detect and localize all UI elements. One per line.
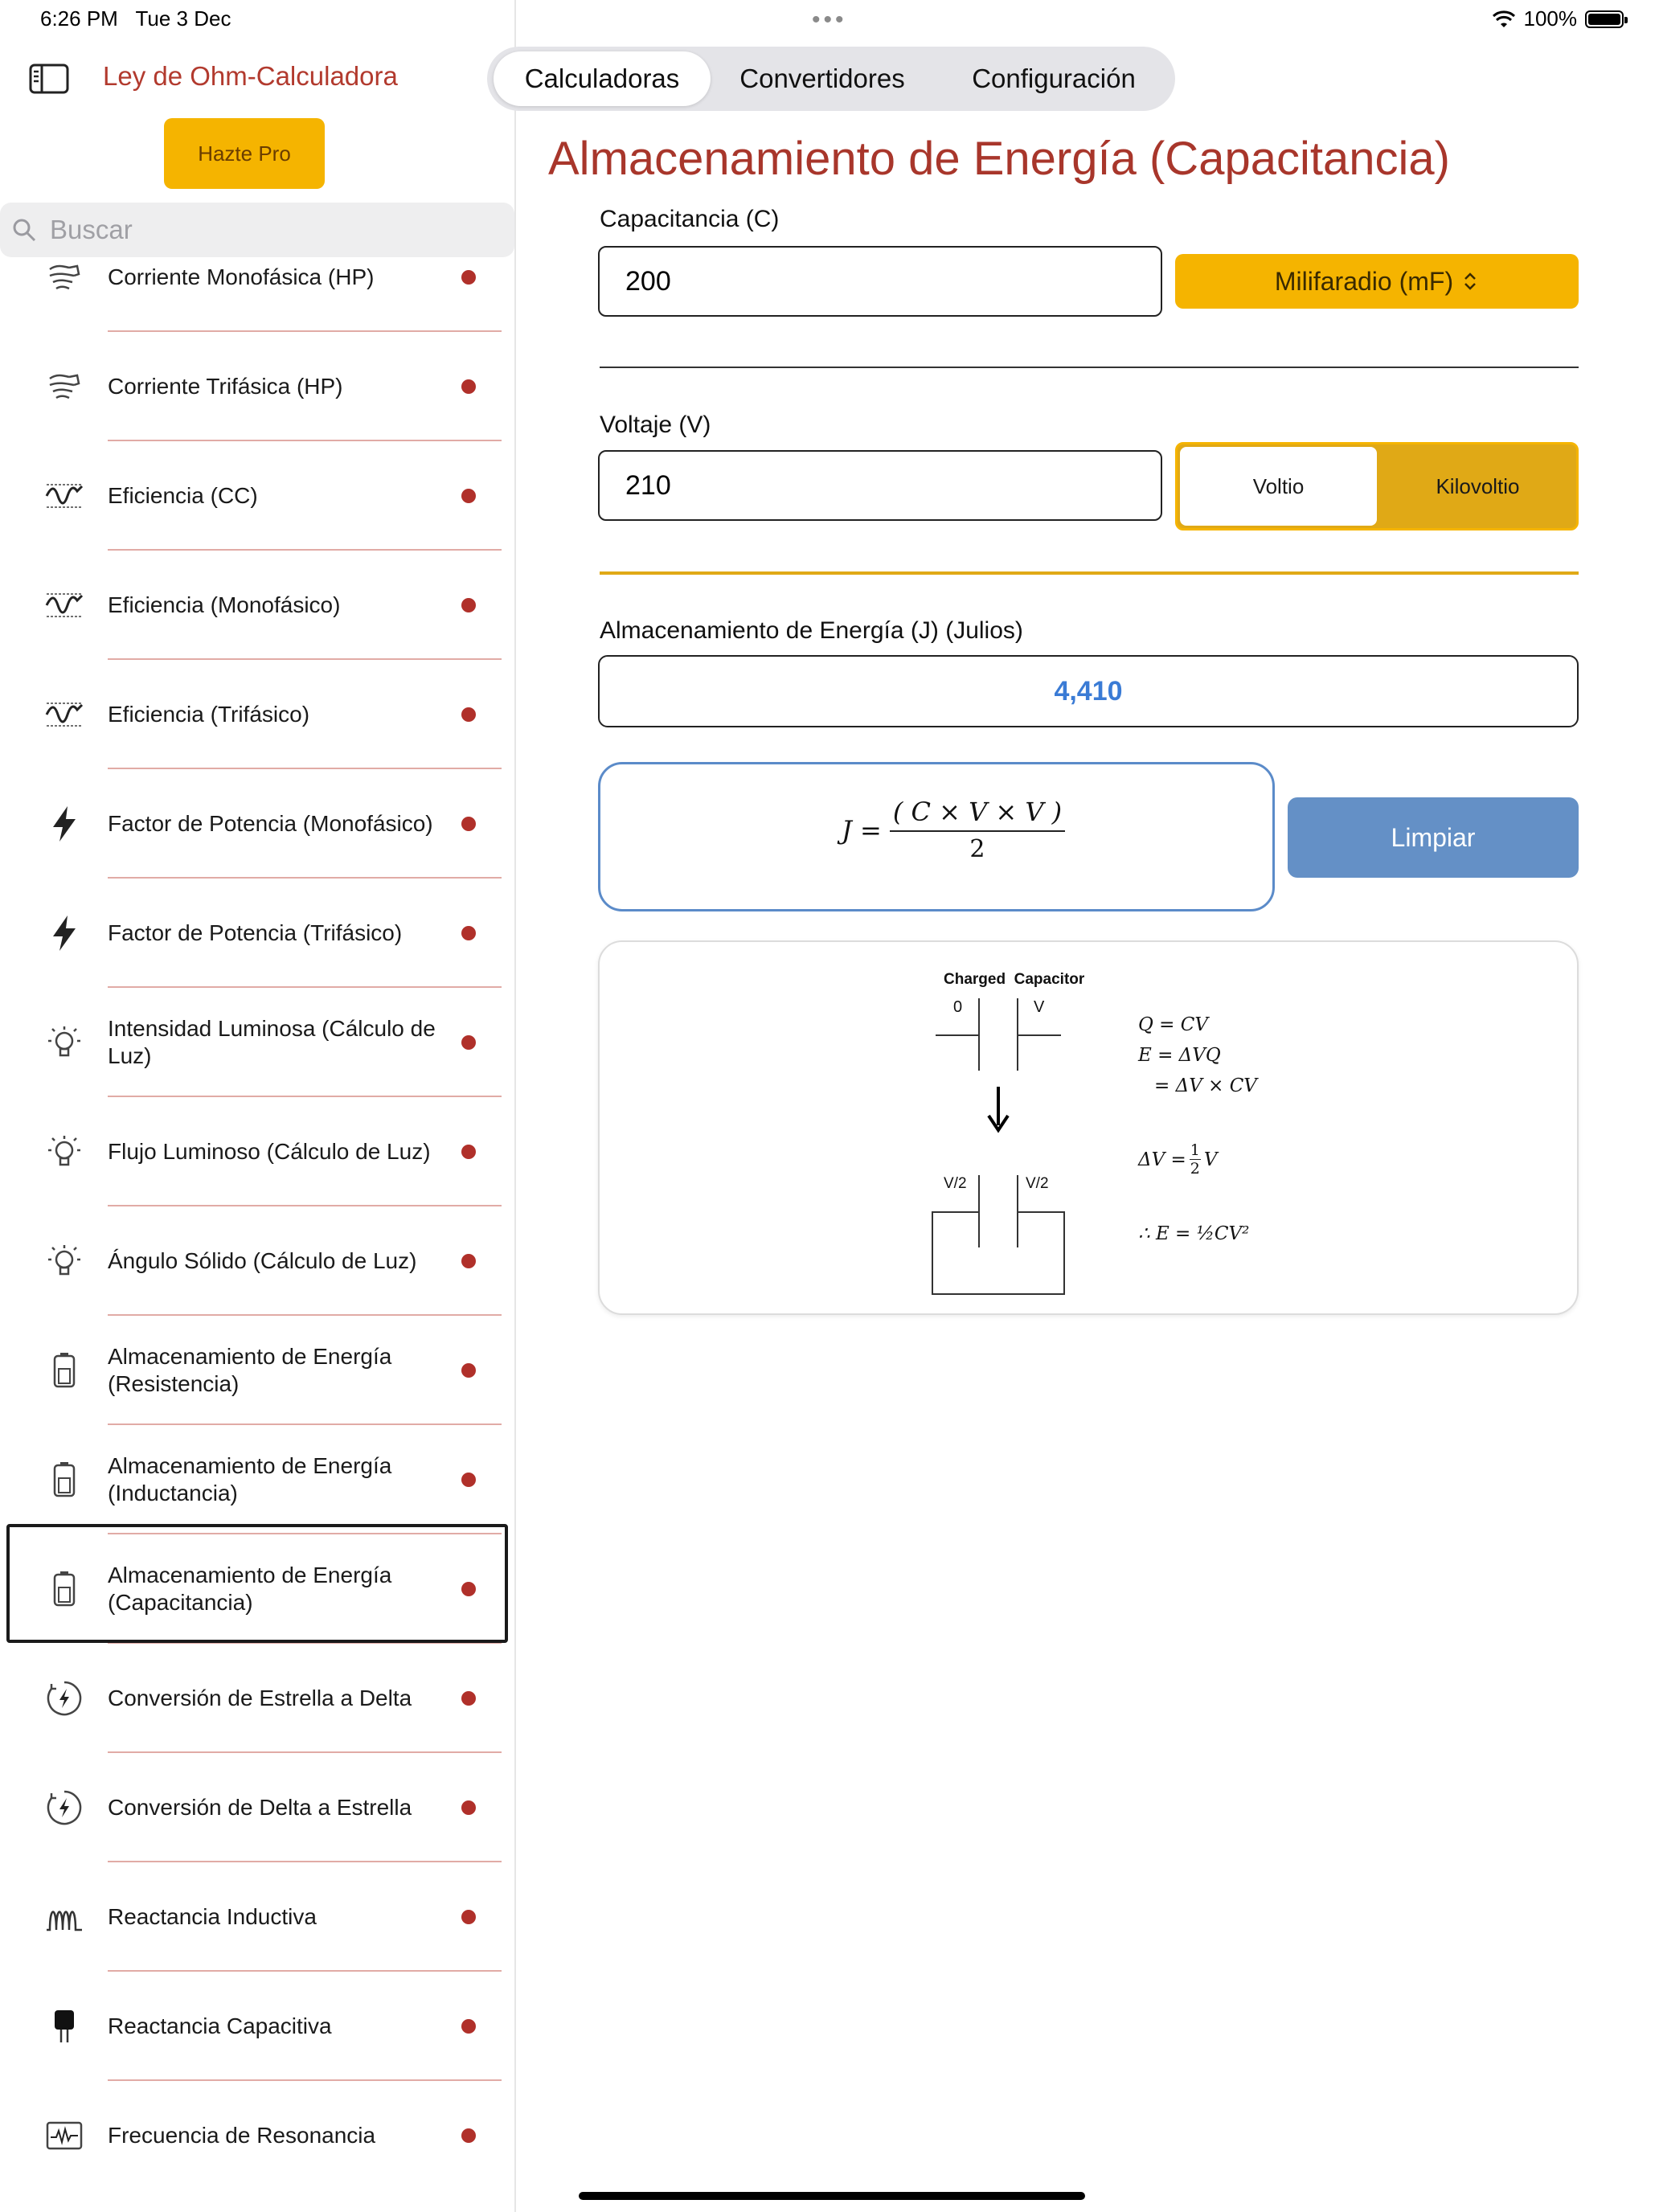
sidebar-item[interactable] xyxy=(14,1862,502,1972)
formula-box xyxy=(598,762,1275,911)
sidebar-item-label: Eficiencia (Monofásico) xyxy=(108,592,341,617)
result-divider xyxy=(600,571,1579,575)
result-label: Almacenamiento de Energía (J) (Julios) xyxy=(600,617,1023,644)
capacitor-icon xyxy=(45,2007,84,2046)
sidebar-item-label: Conversión de Delta a Estrella xyxy=(108,1795,412,1820)
equation-delta-v: ΔV = 1 2 V xyxy=(1138,1141,1218,1178)
diagram-bottom-right-label: V/2 xyxy=(1026,1175,1049,1192)
sidebar-item-label: Eficiencia (CC) xyxy=(108,483,258,508)
search-input[interactable] xyxy=(0,203,514,257)
sidebar-item[interactable] xyxy=(14,660,502,769)
bulb-icon xyxy=(45,1023,84,1062)
sidebar-item-label: Intensidad Luminosa (Cálculo de Luz) xyxy=(108,1016,436,1068)
status-dot xyxy=(461,2019,476,2034)
sidebar-toggle-icon[interactable] xyxy=(29,63,69,95)
formula-lhs: J = xyxy=(842,814,882,846)
status-dot xyxy=(461,1691,476,1706)
sidebar-item[interactable] xyxy=(14,1206,502,1316)
bulb-icon xyxy=(45,1133,84,1171)
bolt-circle-icon xyxy=(45,1788,84,1827)
sidebar-item-label: Corriente Monofásica (HP) xyxy=(108,264,375,289)
wave-icon xyxy=(45,586,84,625)
motor-icon xyxy=(45,367,84,406)
equation-e: E = ΔVQ xyxy=(1138,1045,1221,1066)
battery-icon xyxy=(45,1351,84,1390)
divider xyxy=(600,367,1579,368)
wave-icon xyxy=(45,477,84,515)
formula-denominator: 2 xyxy=(969,835,985,863)
status-dot xyxy=(461,379,476,394)
sidebar-item-label: Factor de Potencia (Trifásico) xyxy=(108,920,403,945)
diagram-top-left-label: 0 xyxy=(953,998,963,1016)
sidebar-item[interactable] xyxy=(14,2081,502,2172)
sidebar-item-label: Eficiencia (Trifásico) xyxy=(108,702,310,727)
voltage-label: Voltaje (V) xyxy=(600,412,711,438)
sidebar-item-label: Flujo Luminoso (Cálculo de Luz) xyxy=(108,1139,431,1164)
capacitance-unit-select[interactable] xyxy=(1175,254,1579,309)
capacitance-label: Capacitancia (C) xyxy=(600,206,780,232)
sidebar-item-label: Almacenamiento de Energía (Capacitancia) xyxy=(108,1563,392,1615)
page-title: Almacenamiento de Energía (Capacitancia) xyxy=(548,133,1450,185)
top-segmented-tabs xyxy=(487,47,1175,111)
sidebar-item-label: Reactancia Capacitiva xyxy=(108,2013,332,2038)
tab-calculadoras[interactable]: Calculadoras xyxy=(494,51,711,106)
equation-energy-result: ∴ E = ½CV² xyxy=(1138,1223,1250,1244)
sidebar-item-label: Reactancia Inductiva xyxy=(108,1904,317,1929)
sidebar-item[interactable] xyxy=(14,1316,502,1425)
selected-item-highlight xyxy=(6,1524,508,1643)
sidebar-item-label: Frecuencia de Resonancia xyxy=(108,2123,376,2148)
bulb-icon xyxy=(45,1242,84,1280)
sidebar-item-label: Corriente Trifásica (HP) xyxy=(108,374,343,399)
home-indicator[interactable] xyxy=(579,2192,1085,2200)
search-placeholder: Buscar xyxy=(50,215,133,244)
oscilloscope-icon xyxy=(45,2116,84,2155)
sidebar-item[interactable] xyxy=(14,1972,502,2081)
wifi-icon xyxy=(1492,10,1516,29)
sidebar-item[interactable] xyxy=(14,1753,502,1862)
sidebar-item-label: Conversión de Estrella a Delta xyxy=(108,1686,412,1710)
status-dot xyxy=(461,1363,476,1378)
sidebar-item-label: Almacenamiento de Energía (Inductancia) xyxy=(108,1453,392,1505)
diagram-card xyxy=(598,940,1579,1315)
wave-icon xyxy=(45,695,84,734)
clear-button[interactable]: Limpiar xyxy=(1288,797,1579,878)
coil-icon xyxy=(45,1898,84,1936)
battery-icon xyxy=(45,1460,84,1499)
equation-q: Q = CV xyxy=(1138,1014,1208,1035)
sidebar-item[interactable] xyxy=(14,879,502,988)
status-dot xyxy=(461,598,476,612)
battery-percent: 100% xyxy=(1523,6,1577,31)
motor-icon xyxy=(45,259,84,297)
diagram-bottom-left-label: V/2 xyxy=(944,1175,967,1192)
status-dot xyxy=(461,489,476,503)
result-output: 4,410 xyxy=(598,655,1579,727)
voltage-unit-kilovoltio[interactable]: Kilovoltio xyxy=(1436,473,1520,498)
sidebar-item[interactable] xyxy=(14,769,502,879)
formula-numerator: ( C × V × V ) xyxy=(892,797,1063,827)
sidebar-item[interactable] xyxy=(14,332,502,441)
voltage-unit-voltio[interactable]: Voltio xyxy=(1180,447,1377,526)
status-right xyxy=(1492,6,1624,31)
search-icon xyxy=(11,217,37,243)
sidebar-item[interactable] xyxy=(14,551,502,660)
status-dot xyxy=(461,707,476,722)
battery-icon xyxy=(1585,10,1624,28)
equation-e-expanded: = ΔV × CV xyxy=(1154,1075,1257,1096)
tab-convertidores[interactable]: Convertidores xyxy=(739,63,905,93)
status-dot xyxy=(461,1035,476,1050)
status-dot xyxy=(461,926,476,940)
voltage-unit-segmented xyxy=(1175,442,1579,530)
lightning-icon xyxy=(45,914,84,952)
diagram-top-right-label: V xyxy=(1034,998,1045,1016)
sidebar-item[interactable] xyxy=(14,1425,502,1534)
status-dot xyxy=(461,2128,476,2143)
sidebar-item-label: Almacenamiento de Energía (Resistencia) xyxy=(108,1344,392,1396)
capacitance-unit-label: Milifaradio (mF) xyxy=(1274,266,1454,296)
sidebar-item[interactable] xyxy=(14,1097,502,1206)
status-time: 6:26 PM Tue 3 Dec xyxy=(40,6,231,31)
app-title: Ley de Ohm-Calculadora xyxy=(103,61,398,91)
go-pro-button[interactable]: Hazte Pro xyxy=(164,118,325,189)
status-dot xyxy=(461,817,476,831)
sidebar-item-label: Factor de Potencia (Monofásico) xyxy=(108,811,433,836)
voltage-input[interactable]: 210 xyxy=(598,450,1162,521)
sidebar-item[interactable] xyxy=(14,441,502,551)
status-dot xyxy=(461,1800,476,1815)
calculator-list[interactable] xyxy=(14,259,502,2172)
diagram-title: Charged Capacitor xyxy=(944,971,1085,988)
sidebar-item[interactable] xyxy=(14,1644,502,1753)
multitask-dots[interactable]: ••• xyxy=(812,6,847,33)
status-dot xyxy=(461,1254,476,1268)
capacitance-input[interactable]: 200 xyxy=(598,246,1162,317)
lightning-icon xyxy=(45,805,84,843)
status-dot xyxy=(461,1145,476,1159)
status-dot xyxy=(461,1473,476,1487)
chevron-updown-icon xyxy=(1461,269,1479,293)
tab-configuracion[interactable]: Configuración xyxy=(972,63,1136,93)
bolt-circle-icon xyxy=(45,1679,84,1718)
sidebar-item[interactable] xyxy=(14,988,502,1097)
sidebar-item[interactable] xyxy=(14,259,502,332)
status-dot xyxy=(461,270,476,285)
status-dot xyxy=(461,1910,476,1924)
capacitor-diagram xyxy=(929,997,1090,1334)
sidebar-item-label: Ángulo Sólido (Cálculo de Luz) xyxy=(108,1248,417,1273)
